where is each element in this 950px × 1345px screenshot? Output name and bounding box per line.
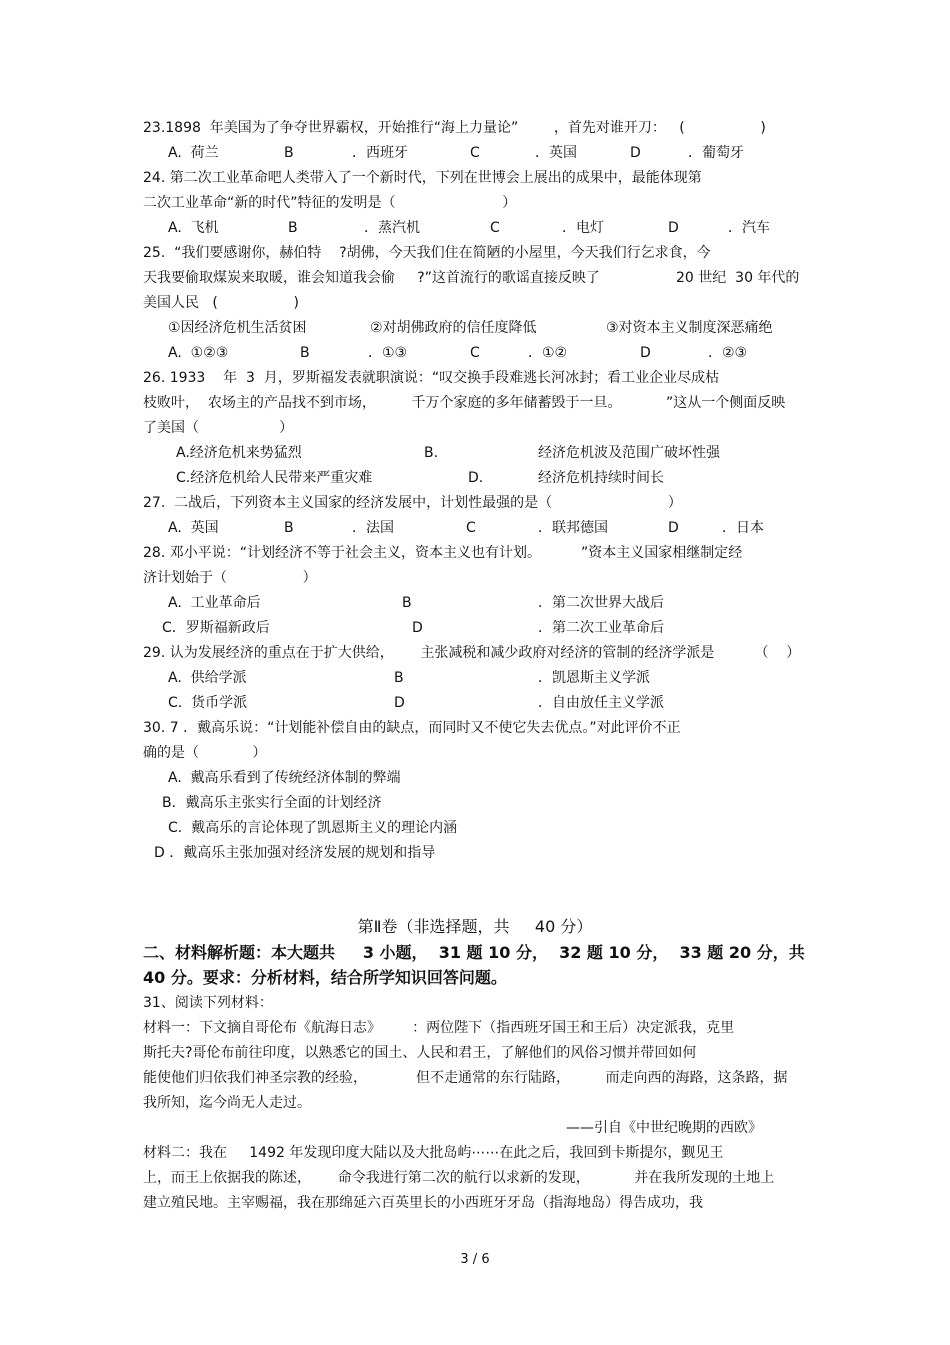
q24-option-c-letter: C [490, 220, 500, 236]
q26-option-d-letter: D. [468, 470, 484, 486]
q28-option-d-letter: D [412, 620, 423, 636]
q29-option-d-text: ．自由放任主义学派 [538, 695, 664, 711]
q27-option-d-text: ．日本 [722, 520, 764, 536]
q25-item-3: ③对资本主义制度深恶痛绝 [606, 320, 773, 336]
q24-option-a: A. 飞机 [168, 220, 219, 236]
q28-option-d-text: ．第二次工业革命后 [538, 620, 664, 636]
q29-stem: 29. 认为发展经济的重点在于扩大供给， 主张减税和减少政府对经济的管制的经济学派是 （ ） [143, 645, 801, 661]
q28-option-a: A. 工业革命后 [168, 595, 261, 611]
q26-option-a: A.经济危机来势猛烈 [176, 445, 302, 461]
q24-option-b-letter: B [288, 220, 298, 236]
q30-stem-line1: 30. 7 ．戴高乐说：“计划能补偿自由的缺点，而同时又不使它失去优点。”对此评价不正 [143, 720, 681, 736]
q31-material1-source: ——引自《中世纪晚期的西欧》 [566, 1120, 762, 1136]
q29-option-b-letter: B [394, 670, 404, 686]
q31-material2-line1: 材料二：我在 1492 年发现印度大陆以及大批岛屿⋯⋯在此之后，我回到卡斯提尔，觐见王 [143, 1145, 724, 1161]
q26-option-d-text: 经济危机持续时间长 [538, 470, 664, 486]
q24-stem-line1: 24. 第二次工业革命吧人类带入了一个新时代，下列在世博会上展出的成果中，最能体现第 [143, 170, 702, 186]
q24-option-d-text: ．汽车 [728, 220, 770, 236]
q26-stem-line1: 26. 1933 年 3 月，罗斯福发表就职演说：“叹交换手段难逃长河冰封；看工业企业尽成枯 [143, 370, 720, 386]
part2-desc-line2: 40 分。要求：分析材料，结合所学知识回答问题。 [143, 968, 507, 987]
q31-stem: 31、阅读下列材料： [143, 995, 273, 1011]
q31-material1-line4: 我所知，迄今尚无人走过。 [143, 1095, 311, 1111]
q27-option-c-text: ．联邦德国 [538, 520, 608, 536]
page-number: 3 / 6 [460, 1252, 490, 1267]
q24-option-b-text: ．蒸汽机 [364, 220, 420, 236]
q27-option-d-letter: D [668, 520, 679, 536]
q31-material1-line3: 能使他们归依我们神圣宗教的经验， 但不走通常的东行陆路， 而走向西的海路，这条路，据 [143, 1070, 788, 1086]
q28-option-c: C．罗斯福新政后 [162, 620, 270, 636]
q29-option-b-text: ．凯恩斯主义学派 [538, 670, 650, 686]
q30-option-b: B．戴高乐主张实行全面的计划经济 [162, 795, 382, 811]
q30-stem-line2: 确的是（ ） [143, 745, 267, 761]
q28-option-b-letter: B [402, 595, 412, 611]
q23-option-d-letter: D [630, 145, 641, 161]
q29-option-d-letter: D [394, 695, 405, 711]
q24-option-d-letter: D [668, 220, 679, 236]
q25-item-2: ②对胡佛政府的信任度降低 [370, 320, 537, 336]
q31-material1-line1: 材料一：下文摘自哥伦布《航海日志》 ：两位陛下（指西班牙国王和王后）决定派我，克里 [143, 1020, 735, 1036]
q24-stem-line2: 二次工业革命“新的时代”特征的发明是（ ） [143, 195, 517, 211]
q25-stem-line3: 美国人民 ( ) [143, 295, 299, 311]
q31-material2-line3: 建立殖民地。主宰赐福，我在那绵延六百英里长的小西班牙牙岛（指海地岛）得告成功，我 [143, 1195, 703, 1211]
q23-stem: 23.1898 年美国为了争夺世界霸权，开始推行“海上力量论” ，首先对谁开刀： ( ) [143, 120, 766, 136]
q30-option-d: D ．戴高乐主张加强对经济发展的规划和指导 [154, 845, 436, 861]
q28-stem-line2: 济计划始于（ ） [143, 570, 317, 586]
q23-option-c-text: ．英国 [535, 145, 577, 161]
q25-option-c-letter: C [470, 345, 480, 361]
q23-option-c-letter: C [470, 145, 480, 161]
q25-option-b-text: ．①③ [368, 345, 408, 361]
q25-option-d-text: ．②③ [708, 345, 748, 361]
q26-stem-line3: 了美国（ ） [143, 420, 294, 436]
q25-option-b-letter: B [300, 345, 310, 361]
q25-option-d-letter: D [640, 345, 651, 361]
q26-option-c: C.经济危机给人民带来严重灾难 [176, 470, 373, 486]
q25-stem-line2-tail: 20 世纪 30 年代的 [676, 270, 800, 286]
q23-option-b-letter: B [284, 145, 294, 161]
q27-option-b-text: ．法国 [352, 520, 394, 536]
q24-option-c-text: ．电灯 [562, 220, 604, 236]
q28-option-b-text: ．第二次世界大战后 [538, 595, 664, 611]
q25-option-a: A. ①②③ [168, 345, 229, 361]
part2-title: 第Ⅱ卷（非选择题，共 40 分） [357, 917, 593, 936]
q23-option-d-text: ．葡萄牙 [688, 145, 744, 161]
part2-desc-line1: 二、材料解析题：本大题共 3 小题， 31 题 10 分， 32 题 10 分， 33 题 20 分，共 [143, 943, 805, 962]
q31-material1-line2: 斯托夫?哥伦布前往印度，以熟悉它的国土、人民和君王，了解他们的风俗习惯并带回如何 [143, 1045, 697, 1061]
q30-option-c: C. 戴高乐的言论体现了凯恩斯主义的理论内涵 [168, 820, 458, 836]
q27-option-b-letter: B [284, 520, 294, 536]
q25-stem-line1: 25. “我们要感谢你，赫伯特 ?胡佛，今天我们住在简陋的小屋里，今天我们行乞求食，今 [143, 245, 711, 261]
q28-stem-line1: 28. 邓小平说：“计划经济不等于社会主义，资本主义也有计划。 ”资本主义国家相继制定经 [143, 545, 743, 561]
q31-material2-line2: 上，而王上依据我的陈述， 命令我进行第二次的航行以求新的发现， 并在我所发现的土地上 [143, 1170, 775, 1186]
q26-stem-line2: 枝败叶， 农场主的产品找不到市场， 千万个家庭的多年储蓄毁于一旦。 ”这从一个侧面反映 [143, 395, 786, 411]
q26-option-b-letter: B. [424, 445, 439, 461]
q25-item-1: ①因经济危机生活贫困 [168, 320, 307, 336]
q27-stem: 27. 二战后，下列资本主义国家的经济发展中，计划性最强的是（ ） [143, 495, 682, 511]
q26-option-b-text: 经济危机波及范围广破坏性强 [538, 445, 720, 461]
q23-option-b-text: ．西班牙 [352, 145, 408, 161]
q27-option-a: A. 英国 [168, 520, 219, 536]
q30-option-a: A. 戴高乐看到了传统经济体制的弊端 [168, 770, 401, 786]
q29-option-c: C. 货币学派 [168, 695, 248, 711]
q25-option-c-text: ．①② [528, 345, 568, 361]
q25-stem-line2: 天我要偷取煤炭来取暖，谁会知道我会偷 ?”这首流行的歌谣直接反映了 [143, 270, 600, 286]
q29-option-a: A. 供给学派 [168, 670, 247, 686]
q27-option-c-letter: C [466, 520, 476, 536]
q23-option-a: A. 荷兰 [168, 145, 219, 161]
